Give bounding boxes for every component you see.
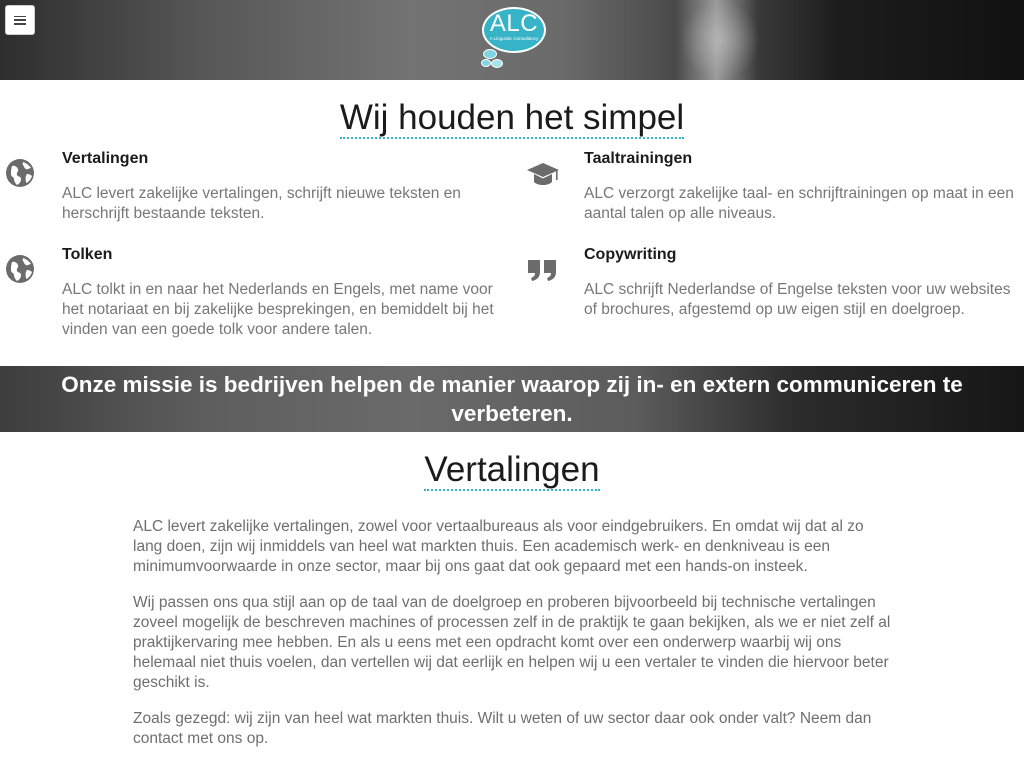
header-banner (0, 0, 1024, 80)
menu-button[interactable] (5, 5, 35, 35)
logo-bubble-small (481, 59, 491, 67)
service-text: ALC schrijft Nederlandse of Engelse teksten voor uw websites of brochures, afgestemd op uw eigen stijl en doelgroep. (584, 281, 1011, 318)
service-text: ALC tolkt in en naar het Nederlands en Engels, met name voor het notariaat en bij zakelijke besprekingen, en bemiddelt bij het vinden van een goede tolk voor andere talen. (62, 281, 494, 338)
logo-bubble-small (483, 49, 497, 59)
vertalingen-paragraph: ALC levert zakelijke vertalingen, zowel voor vertaalbureaus als voor eindgebruikers. En omdat wij dat al zo lang doen, zijn wij inmiddels van heel wat markten thuis. Een academisch werk- en denkniveau is een minimumvoorwaarde in onze sector, maar bij ons gaat dat ook gepaard met een hands-on insteek. (133, 518, 864, 575)
vertalingen-title: Vertalingen (424, 450, 600, 489)
service-text: ALC levert zakelijke vertalingen, schrijft nieuwe teksten en herschrijft bestaande teksten. (62, 185, 461, 222)
quote-icon (525, 252, 561, 288)
hamburger-icon (14, 16, 26, 25)
service-title: Copywriting (584, 246, 677, 263)
service-copywriting (522, 246, 1024, 356)
vertalingen-paragraph: Zoals gezegd: wij zijn van heel wat markten thuis. Wilt u weten of uw sector daar ook onder valt? Neem dan contact met ons op. (133, 710, 872, 747)
mission-text: Onze missie is bedrijven helpen de manier waarop zij in- en extern communiceren te verbeteren. (61, 372, 963, 426)
logo[interactable] (478, 5, 548, 71)
service-title: Vertalingen (62, 150, 149, 167)
service-title: Tolken (62, 246, 113, 263)
service-tolken (0, 246, 512, 356)
intro-title: Wij houden het simpel (339, 98, 685, 137)
service-vertalingen (0, 150, 512, 240)
logo-subtext: A Linguistic Consultancy (489, 36, 539, 41)
logo-bubble-small (491, 59, 503, 68)
service-taaltrainingen (522, 150, 1024, 240)
header-background-highlight (680, 0, 760, 80)
mission-banner (0, 366, 1024, 432)
service-text: ALC verzorgt zakelijke taal- en schrijftrainingen op maat in een aantal talen op alle niveaus. (584, 185, 1014, 222)
service-title: Taaltrainingen (584, 150, 693, 167)
globe-icon (3, 252, 39, 288)
vertalingen-paragraph: Wij passen ons qua stijl aan op de taal van de doelgroep en proberen bijvoorbeeld bij technische vertalingen zoveel mogelijk de beschreven machines of processen zelf in de praktijk te gaan bekijken, als we er niet zelf al praktijkervaring mee hebben. En als u eens met een opdracht komt over een onderwerp waarbij wij ons helemaal niet thuis voelen, dan vertellen wij dat eerlijk en helpen wij u een vertaler te vinden die hiervoor beter geschikt is. (133, 594, 891, 691)
graduation-cap-icon (525, 156, 561, 192)
globe-icon (3, 156, 39, 192)
logo-text: ALC (489, 10, 539, 37)
